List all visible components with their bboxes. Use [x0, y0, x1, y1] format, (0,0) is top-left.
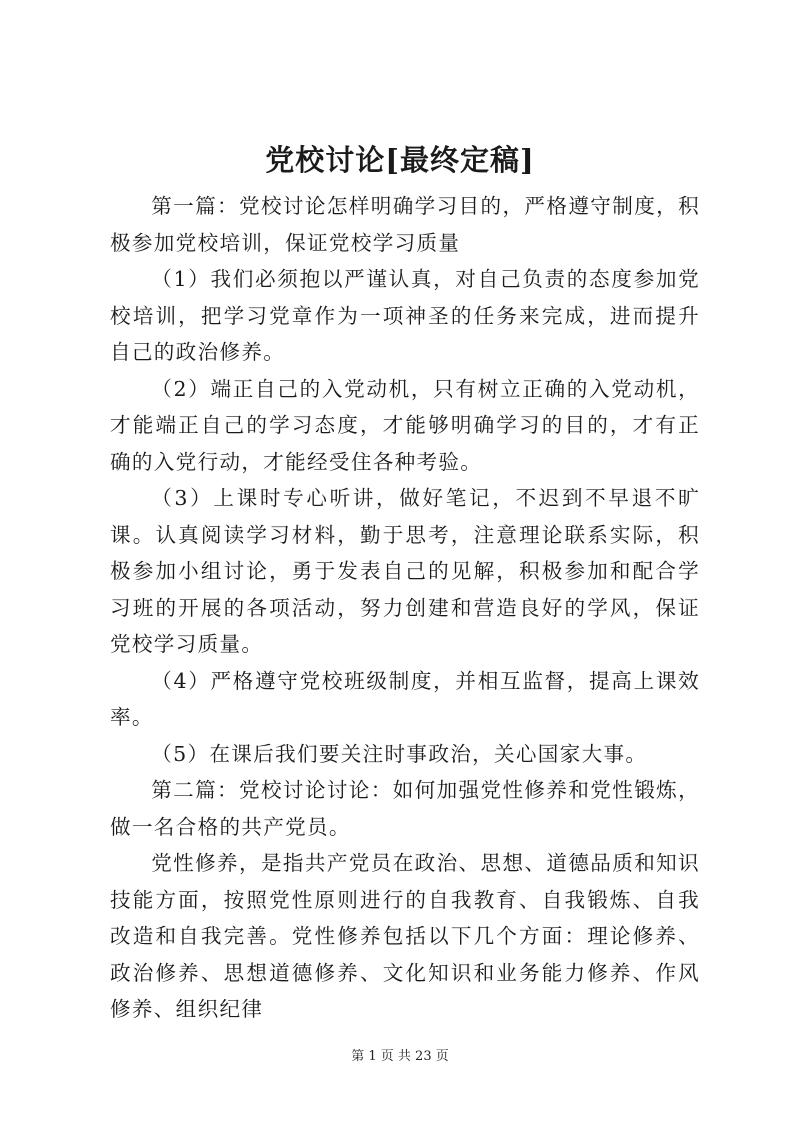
body-paragraph: （1）我们必须抱以严谨认真，对自己负责的态度参加党校培训，把学习党章作为一项神圣的任务来完成，进而提升自己的政治修养。 [110, 267, 700, 364]
body-paragraph: （4）严格遵守党校班级制度，并相互监督，提高上课效率。 [110, 668, 700, 729]
document-body [110, 188, 700, 1028]
section-heading-1: 第一篇：党校讨论怎样明确学习目的，严格遵守制度，积极参加党校培训，保证党校学习质量 [110, 194, 700, 255]
document-title: 党校讨论[最终定稿] [265, 143, 535, 177]
body-paragraph: 党性修养，是指共产党员在政治、思想、道德品质和知识技能方面，按照党性原则进行的自我教育、自我锻炼、自我改造和自我完善。党性修养包括以下几个方面：理论修养、政治修养、思想道德修养、文化知识和业务能力修养、作风修养、组织纪律 [110, 851, 700, 1021]
page-number-footer: 第 1 页 共 23 页 [351, 1049, 449, 1064]
body-paragraph: （2）端正自己的入党动机，只有树立正确的入党动机，才能端正自己的学习态度，才能够明确学习的目的，才有正确的入党行动，才能经受住各种考验。 [110, 376, 700, 474]
body-paragraph: （3）上课时专心听讲，做好笔记，不迟到不早退不旷课。认真阅读学习材料，勤于思考，注意理论联系实际，积极参加小组讨论，勇于发表自己的见解，积极参加和配合学习班的开展的各项活动，努力创建和营造良好的学风，保证党校学习质量。 [110, 486, 700, 656]
section-heading-2: 第二篇：党校讨论讨论：如何加强党性修养和党性锻炼，做一名合格的共产党员。 [110, 778, 700, 839]
body-paragraph: （5）在课后我们要关注时事政治，关心国家大事。 [151, 741, 648, 766]
